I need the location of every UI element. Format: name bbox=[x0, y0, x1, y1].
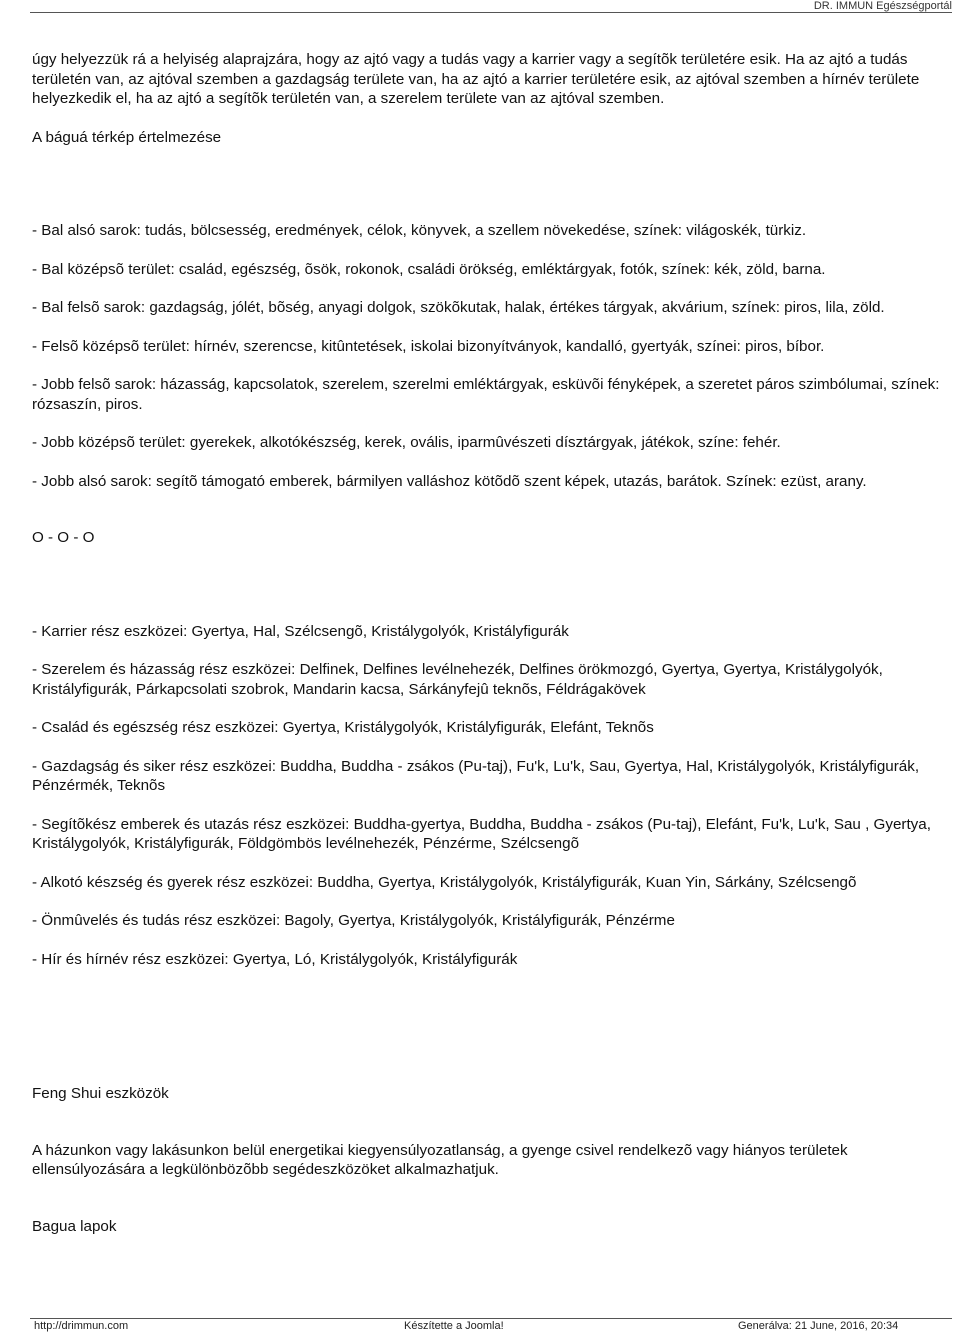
header-divider bbox=[30, 12, 952, 13]
tools-paragraph: A házunkon vagy lakásunkon belül energetikai kiegyensúlyozatlanság, a gyenge csivel rendelkezõ vagy hiányos területek ellensúlyozására a legkülönbözõbb segédeszközöket alkalmazhatjuk. bbox=[32, 1141, 848, 1178]
bagua-item-4: - Felsõ középsõ terület: hírnév, szerencse, kitûntetések, iskolai bizonyítványok, kandalló, gyertyák, színei: piros, bíbor. bbox=[32, 337, 825, 355]
tools-heading: Feng Shui eszközök bbox=[32, 1085, 169, 1102]
tool-item-fame: - Hír és hírnév rész eszközei: Gyertya, Ló, Kristálygolyók, Kristályfigurák bbox=[32, 950, 518, 968]
bagua-item-3: - Bal felsõ sarok: gazdagság, jólét, bõség, anyagi dolgok, szökõkutak, halak, értékes tárgyak, akvárium, színek: piros, lila, zöld. bbox=[32, 299, 885, 316]
tool-item-wealth: - Gazdagság és siker rész eszközei: Buddha, Buddha - zsákos (Pu-taj), Fu'k, Lu'k, Sau, Gyertya, Hal, Kristálygolyók, Kristályfigurák, Pénzérmék, Teknõs bbox=[32, 757, 920, 794]
intro-paragraph: úgy helyezzük rá a helyiség alaprajzára, hogy az ajtó vagy a tudás vagy a karrier vagy a segítõk területére esik. Ha az ajtó a tudás területén van, az ajtóval szemben a gazdagság területe van, ha az ajtó a karrier területére esik, az ajtóval szemben a hírnév területe helyezkedik el, ha az ajtó a segítõk területén van, a szerelem területe van az ajtóval szemben. bbox=[32, 51, 920, 107]
footer-made-with: Készítette a Joomla! bbox=[404, 1320, 504, 1332]
bagua-cards-heading: Bagua lapok bbox=[32, 1217, 117, 1235]
bagua-item-1: - Bal alsó sarok: tudás, bölcsesség, eredmények, célok, könyvek, a szellem növekedése, színek: világoskék, türkiz. bbox=[32, 222, 807, 239]
section-separator: O - O - O bbox=[32, 529, 95, 546]
tool-item-career: - Karrier rész eszközei: Gyertya, Hal, Szélcsengõ, Kristálygolyók, Kristályfigurák bbox=[32, 622, 569, 640]
tool-item-helpers: - Segítõkész emberek és utazás rész eszközei: Buddha-gyertya, Buddha, Buddha - zsákos (Pu-taj), Elefánt, Fu'k, Lu'k, Sau , Gyertya, Kristálygolyók, Kristályfigurák, Földgömbös levélnehezék, Pénzérme, Szélcsengõ bbox=[32, 815, 931, 852]
tool-item-family: - Család és egészség rész eszközei: Gyertya, Kristálygolyók, Kristályfigurák, Elefánt, Teknõs bbox=[32, 719, 654, 736]
article-body bbox=[32, 50, 958, 1236]
bagua-item-6: - Jobb középsõ terület: gyerekek, alkotókészség, kerek, ovális, iparmûvészeti dísztárgyak, játékok, színe: fehér. bbox=[32, 434, 781, 451]
tool-item-creativity: - Alkotó készség és gyerek rész eszközei: Buddha, Gyertya, Kristálygolyók, Kristályfigurák, Kuan Yin, Sárkány, Szélcsengõ bbox=[32, 873, 857, 891]
tool-item-love: - Szerelem és házasság rész eszközei: Delfinek, Delfines levélnehezék, Delfines örökmozgó, Gyertya, Gyertya, Kristálygolyók, Kristályfigurák, Párkapcsolati szobrok, Mandarin kacsa, Sárkányfejû teknõs, Féldrágakövek bbox=[32, 661, 883, 698]
footer-divider bbox=[30, 1318, 952, 1319]
tool-item-knowledge: - Önmûvelés és tudás rész eszközei: Bagoly, Gyertya, Kristálygolyók, Kristályfigurák, Pénzérme bbox=[32, 912, 675, 929]
bagua-item-5: - Jobb felsõ sarok: házasság, kapcsolatok, szerelem, szerelmi emléktárgyak, esküvõi fényképek, a szeretet páros szimbólumai, színek: rózsaszín, piros. bbox=[32, 376, 940, 413]
bagua-item-2: - Bal középsõ terület: család, egészség, õsök, rokonok, családi örökség, emléktárgyak, fotók, színek: kék, zöld, barna. bbox=[32, 260, 826, 278]
footer-url-link[interactable]: http://drimmun.com bbox=[34, 1320, 129, 1332]
bagua-item-7: - Jobb alsó sarok: segítõ támogató emberek, bármilyen valláshoz kötõdõ szent képek, utazás, barátok. Színek: ezüst, arany. bbox=[32, 472, 867, 490]
bagua-heading: A báguá térkép értelmezése bbox=[32, 128, 222, 146]
footer-generated-date: Generálva: 21 June, 2016, 20:34 bbox=[738, 1320, 899, 1332]
site-header-title: DR. IMMUN Egészségportál bbox=[813, 0, 952, 12]
